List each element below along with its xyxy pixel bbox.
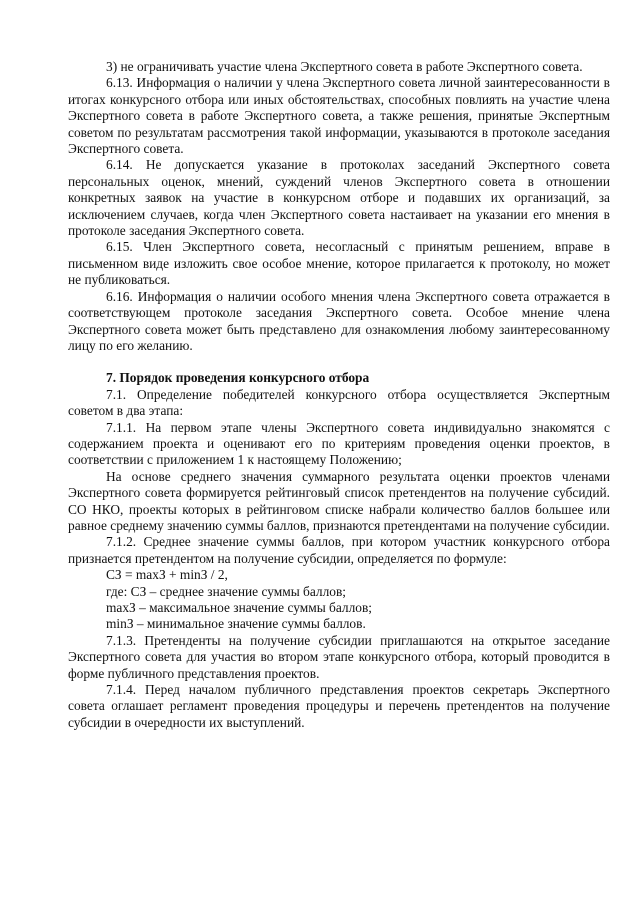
formula-legend-max: maxЗ – максимальное значение суммы баллов; — [106, 600, 373, 615]
paragraph-7-1-1: 7.1.1. На первом этапе члены Экспертного совета индивидуально знакомятся с содержанием проекта и оценивают его по критериям проведения оценки проектов, в соответствии с приложением 1 к настоящему Положению; — [68, 419, 610, 468]
paragraph-6-12-item-3: 3) не ограничивать участие члена Экспертного совета в работе Экспертного совета. — [106, 59, 583, 74]
paragraph-7-1-2: 7.1.2. Среднее значение суммы баллов, при котором участник конкурсного отбора признается претендентом на получение субсидии, определяется по формуле: — [68, 534, 610, 566]
paragraph-7-1-4: 7.1.4. Перед началом публичного представления проектов секретарь Экспертного совета оглашает регламент проведения процедуры и перечень претендентов на получение субсидии в очередности их выступлений. — [68, 682, 610, 730]
formula: СЗ = maxЗ + minЗ / 2, — [106, 567, 228, 583]
document-page — [68, 59, 610, 731]
section-gap — [68, 354, 610, 370]
paragraph-6-14: 6.14. Не допускается указание в протоколах заседаний Экспертного совета персональных оценок, мнений, суждений членов Экспертного совета в отношении конкретных заявок на участие в конкурсном отборе и подавших их организаций, за исключением случаев, когда член Экспертного совета настаивает на указании его мнения в протоколе заседания Экспертного совета. — [68, 157, 610, 239]
paragraph-7-1: 7.1. Определение победителей конкурсного отбора осуществляется Экспертным советом в два этапа: — [68, 386, 610, 419]
formula-legend-avg: где: СЗ – среднее значение суммы баллов; — [106, 583, 347, 599]
paragraph-6-16: 6.16. Информация о наличии особого мнения члена Экспертного совета отражается в соответствующем протоколе заседания Экспертного совета. Особое мнение члена Экспертного совета может быть представлено для ознакомления любому заинтересованному лицу по его желанию. — [68, 288, 610, 353]
paragraph-7-1-3: 7.1.3. Претенденты на получение субсидии приглашаются на открытое заседание Экспертного совета для участия во втором этапе конкурсного отбора, который проводится в форме публичного представления проектов. — [68, 632, 610, 681]
paragraph-6-15: 6.15. Член Экспертного совета, несогласный с принятым решением, вправе в письменном виде изложить свое особое мнение, которое прилагается к протоколу, но может не публиковаться. — [68, 239, 610, 288]
formula-legend-min: minЗ – минимальное значение суммы баллов. — [106, 616, 366, 632]
paragraph-6-13: 6.13. Информация о наличии у члена Экспертного совета личной заинтересованности в итогах конкурсного отбора или иных обстоятельствах, способных повлиять на участие члена Экспертного совета в работе Экспертного совета, а также решения, принятые Экспертным советом по результатам рассмотрения такой информации, указываются в протоколе заседания Экспертного совета. — [68, 75, 610, 157]
section-heading: 7. Порядок проведения конкурсного отбора — [106, 370, 370, 386]
paragraph-rating-list: На основе среднего значения суммарного результата оценки проектов членами Экспертного совета формируется рейтинговый список претендентов на получение субсидий. СО НКО, проекты которых в рейтинговом списке набрали количество баллов большее или равное среднему значению суммы баллов, признаются претендентами на получение субсидии. — [68, 468, 610, 533]
